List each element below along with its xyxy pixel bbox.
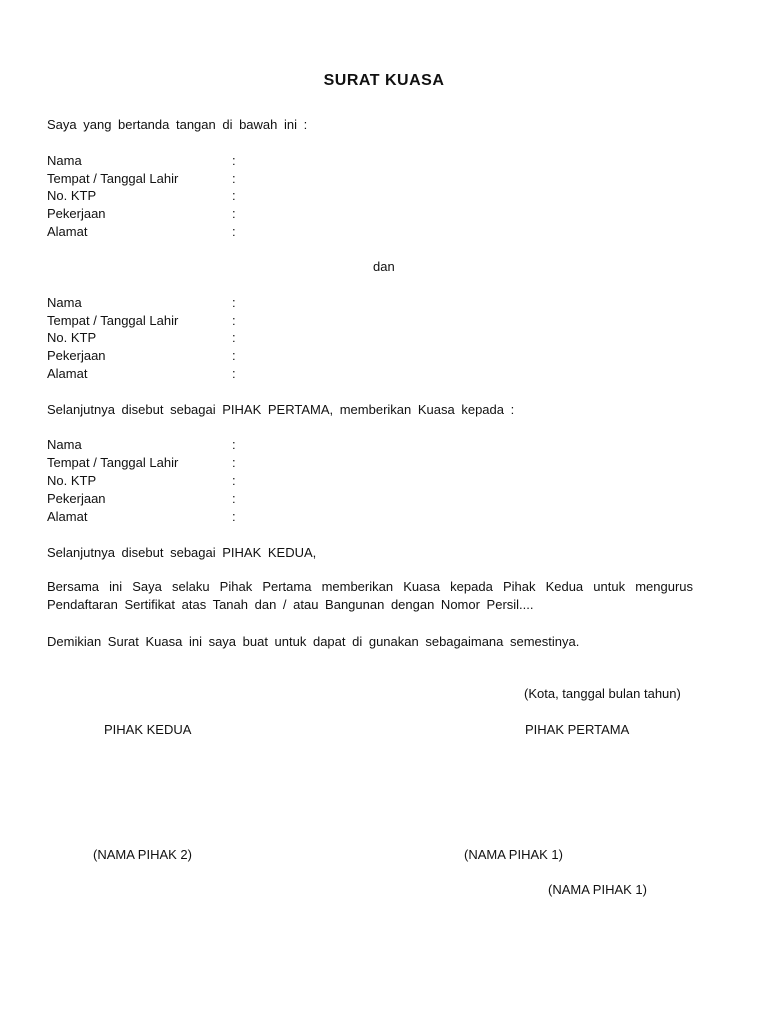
field-label-nama: Nama [47,295,82,310]
field-colon: : [232,491,236,506]
field-label-ttl: Tempat / Tanggal Lahir [47,313,179,328]
field-colon: : [232,224,236,239]
signature-name-left: (NAMA PIHAK 2) [93,847,192,862]
closing-statement: Demikian Surat Kuasa ini saya buat untuk dapat di gunakan sebagaimana semestinya. [47,634,580,649]
place-date: (Kota, tanggal bulan tahun) [524,686,681,701]
signature-name-right: (NAMA PIHAK 1) [464,847,563,862]
field-colon: : [232,295,236,310]
field-colon: : [232,473,236,488]
body-paragraph: Bersama ini Saya selaku Pihak Pertama memberikan Kuasa kepada Pihak Kedua untuk mengurus Pendaftaran Sertifikat atas Tanah dan / atau Bangunan dengan Nomor Persil.... [47,579,693,612]
field-label-ttl: Tempat / Tanggal Lahir [47,455,179,470]
field-colon: : [232,330,236,345]
field-label-pekerjaan: Pekerjaan [47,206,106,221]
field-label-nama: Nama [47,153,82,168]
field-colon: : [232,206,236,221]
field-colon: : [232,366,236,381]
connector-text: dan [373,259,395,274]
field-label-nama: Nama [47,437,82,452]
field-colon: : [232,437,236,452]
field-label-pekerjaan: Pekerjaan [47,348,106,363]
field-label-ktp: No. KTP [47,473,97,488]
field-colon: : [232,313,236,328]
signature-heading-left: PIHAK KEDUA [104,722,192,737]
signature-name-extra: (NAMA PIHAK 1) [548,882,647,897]
field-label-pekerjaan: Pekerjaan [47,491,106,506]
second-party-statement: Selanjutnya disebut sebagai PIHAK KEDUA, [47,545,317,560]
document-title: SURAT KUASA [323,72,445,89]
signature-heading-right: PIHAK PERTAMA [525,722,630,737]
field-colon: : [232,509,236,524]
field-colon: : [232,455,236,470]
field-label-alamat: Alamat [47,224,88,239]
field-label-ktp: No. KTP [47,188,97,203]
field-colon: : [232,348,236,363]
field-label-ktp: No. KTP [47,330,97,345]
field-colon: : [232,153,236,168]
field-label-alamat: Alamat [47,366,88,381]
first-party-statement: Selanjutnya disebut sebagai PIHAK PERTAMA, memberikan Kuasa kepada : [47,402,515,417]
field-colon: : [232,188,236,203]
field-label-ttl: Tempat / Tanggal Lahir [47,171,179,186]
field-colon: : [232,171,236,186]
intro-text: Saya yang bertanda tangan di bawah ini : [47,117,308,132]
field-label-alamat: Alamat [47,509,88,524]
